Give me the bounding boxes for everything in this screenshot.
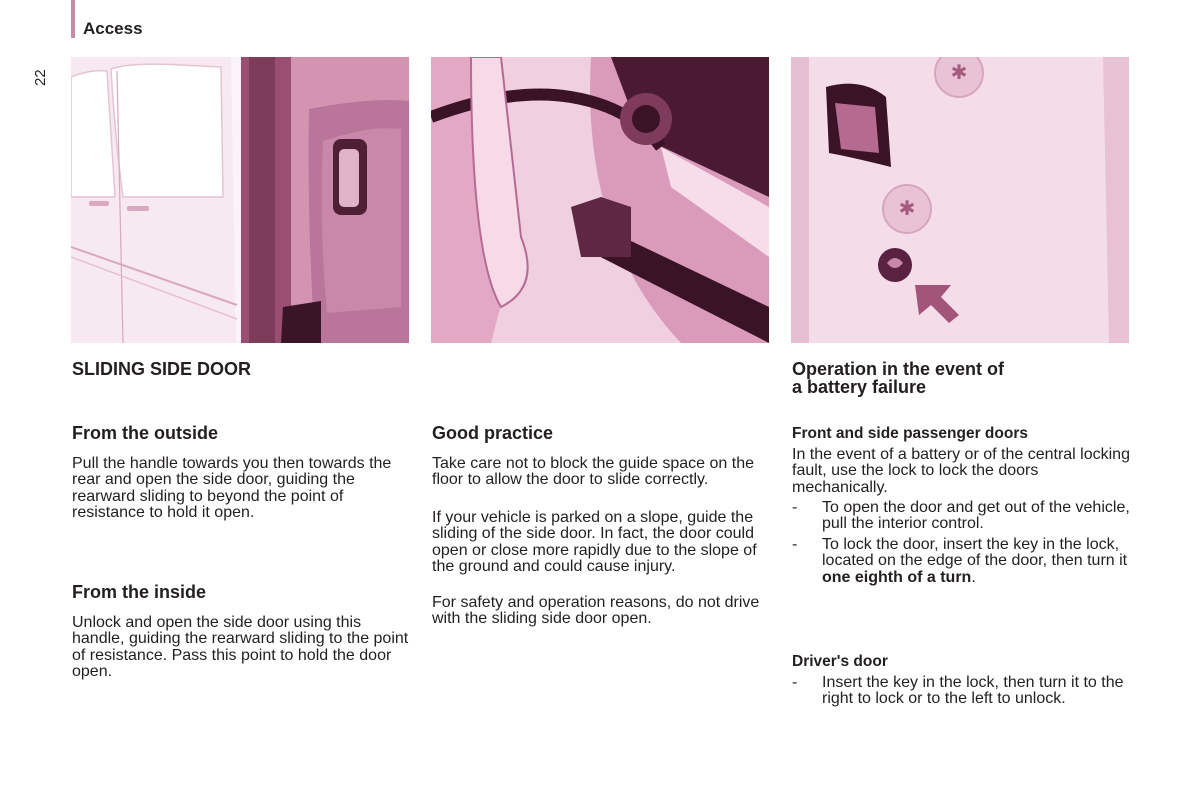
sliding-door-handle-photo [71,57,409,343]
drivers-door-heading: Driver's door [792,653,888,670]
door-edge-lock-photo [791,57,1129,343]
list-item: - To open the door and get out of the vehicle, pull the interior control. [792,500,1132,533]
battery-failure-title-line2: a battery failure [792,377,927,397]
front-side-doors-text: In the event of a battery or of the central locking fault, use the lock to lock the doors mechanically. [792,446,1130,496]
svg-text:✱: ✱ [898,198,916,220]
list-item: - Insert the key in the lock, then turn it to the right to lock or to the left to unlock. [792,675,1132,708]
from-outside-text: Pull the handle towards you then towards the rear and open the side door, guiding the rearward sliding to beyond the point of resistance to hold it open. [72,455,392,522]
svg-text:✱: ✱ [950,62,968,84]
list-item [792,537,1132,586]
drivers-door-list [792,675,1132,712]
battery-failure-title [792,360,1132,396]
good-practice-paragraph-1: Take care not to block the guide space on the floor to allow the door to slide correctly. [432,455,754,489]
guide-rail-photo [431,57,769,343]
bullet-text-end: . [971,568,976,586]
section-marker-bar [71,0,75,38]
bullet-emphasis: one eighth of a turn [822,568,972,586]
battery-failure-title-line1: Operation in the event of [792,359,1005,379]
good-practice-paragraph-2: If your vehicle is parked on a slope, guide the sliding of the side door. In fact, the door could open or close more rapidly due to the slope of the ground and could cause injury. [432,509,757,576]
front-side-doors-list [792,500,1132,590]
front-side-doors-heading: Front and side passenger doors [792,425,1028,442]
good-practice-heading: Good practice [432,423,554,443]
sliding-side-door-title: SLIDING SIDE DOOR [72,359,252,379]
from-outside-heading: From the outside [72,423,219,443]
section-title: Access [83,19,143,38]
good-practice-paragraph-3: For safety and operation reasons, do not drive with the sliding side door open. [432,594,760,628]
page-number: 22 [32,69,49,86]
from-inside-heading: From the inside [72,582,207,602]
bullet-text: To lock the door, insert the key in the lock, located on the edge of the door, then turn it [822,535,1128,570]
from-inside-text: Unlock and open the side door using this handle, guiding the rearward sliding to the point of resistance. Pass this point to hold the door open. [72,614,409,681]
